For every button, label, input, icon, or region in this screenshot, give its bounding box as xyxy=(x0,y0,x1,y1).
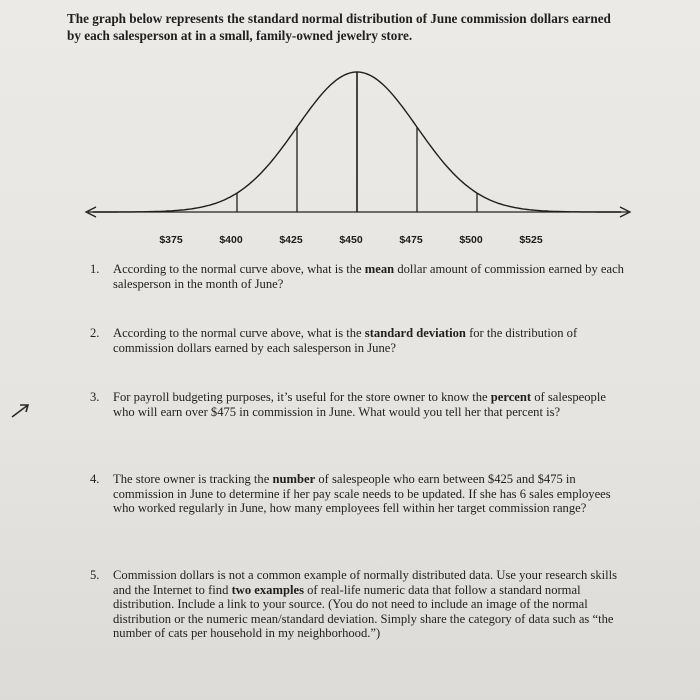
question-number: 2. xyxy=(90,326,100,340)
x-tick-label: $475 xyxy=(399,234,423,246)
question-4 xyxy=(90,472,625,516)
question-text: Commission dollars is not a common example of normally distributed data. Use your research skills and the Internet to find two examples of real-life numeric data that follow a standard normal distribution. Include a link to your source. (You do not need to include an image of the normal distribution or the numeric mean/standard deviation. Simply share the category of data such as “the number of cats per household in my neighborhood.”) xyxy=(113,568,618,641)
question-text: According to the normal curve above, what is the standard deviation for the distribution of commission dollars earned by each salesperson in June? xyxy=(113,326,578,355)
x-tick-label: $525 xyxy=(519,234,543,246)
x-tick-label: $500 xyxy=(459,234,483,246)
question-number: 4. xyxy=(90,472,100,486)
question-1 xyxy=(90,262,625,291)
pen-arrow-icon xyxy=(10,402,32,420)
question-text: According to the normal curve above, what is the mean dollar amount of commission earned by each salesperson in the month of June? xyxy=(113,262,624,291)
question-number: 3. xyxy=(90,390,100,404)
question-5 xyxy=(90,568,625,641)
question-text: For payroll budgeting purposes, it’s useful for the store owner to know the percent of salespeople who will earn over $475 in commission in June. What would you tell her that percent is? xyxy=(113,390,606,419)
x-tick-label: $425 xyxy=(279,234,303,246)
normal-curve-chart xyxy=(0,0,700,260)
intro-text: The graph below represents the standard normal distribution of June commission dollars earned by each salesperson at in a small, family-owned jewelry store. xyxy=(67,11,611,43)
x-tick-label: $450 xyxy=(339,234,363,246)
x-tick-label: $375 xyxy=(159,234,183,246)
question-3 xyxy=(90,390,625,419)
question-2 xyxy=(90,326,625,355)
question-text: The store owner is tracking the number of salespeople who earn between $425 and $475 in commission in June to determine if her pay scale needs to be updated. If she has 6 sales employees who worked regularly in June, how many employees fell within her target commission range? xyxy=(113,472,611,516)
question-number: 1. xyxy=(90,262,100,276)
question-number: 5. xyxy=(90,568,100,582)
x-tick-label: $400 xyxy=(219,234,243,246)
